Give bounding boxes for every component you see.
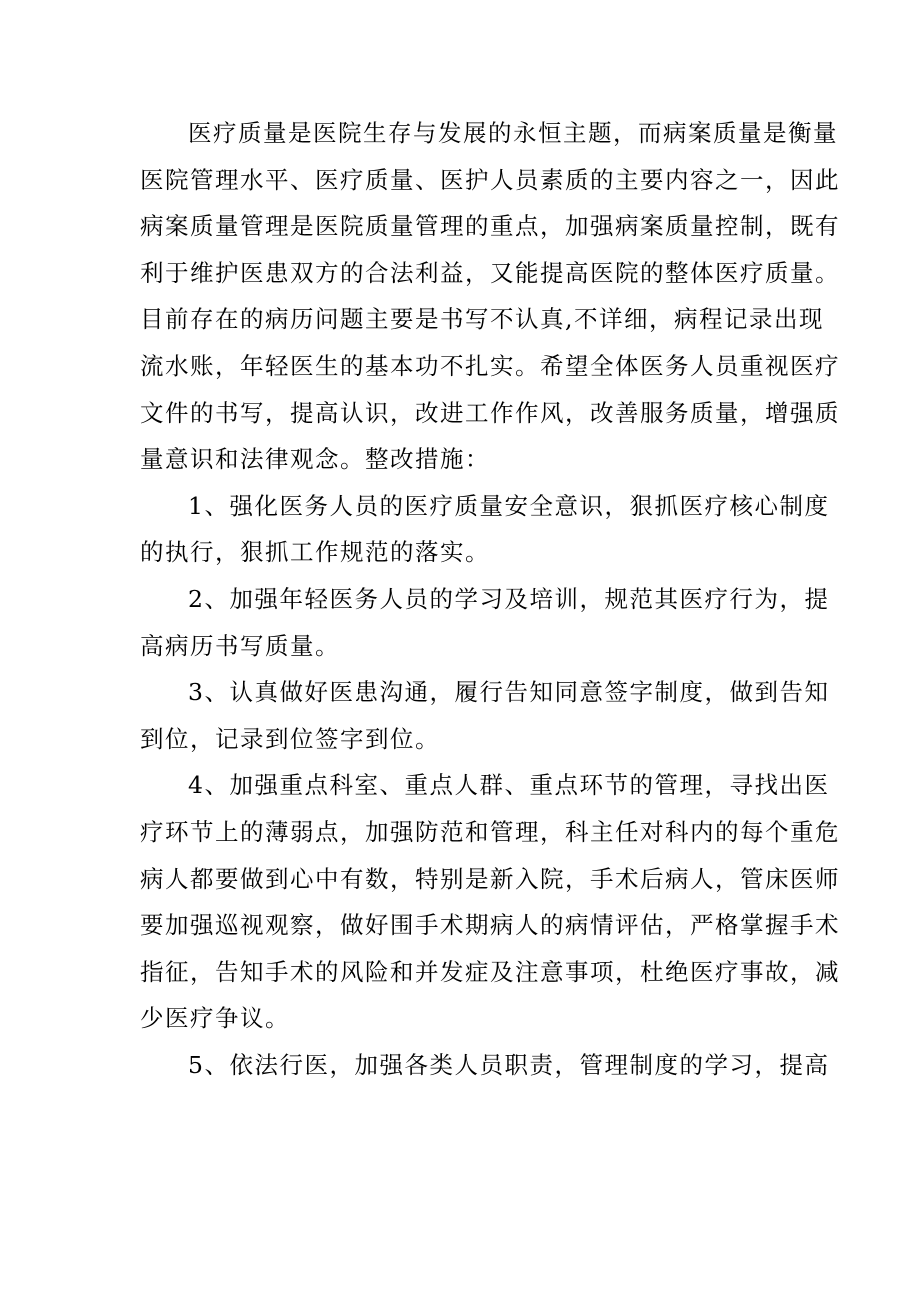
list-item-3-line: 3、认真做好医患沟通，履行告知同意签字制度，做到告知: [188, 678, 830, 707]
list-item-4-line: 要加强巡视观察，做好围手术期病人的病情评估，严格掌握手术: [140, 911, 840, 940]
list-item-4-line: 少医疗争议。: [140, 1004, 290, 1033]
text-line: 目前存在的病历问题主要是书写不认真,不详细，病程记录出现: [140, 305, 824, 334]
list-item-4-line: 指征，告知手术的风险和并发症及注意事项，杜绝医疗事故，减: [140, 957, 840, 986]
text-line: 利于维护医患双方的合法利益，又能提高医院的整体医疗质量。: [140, 258, 840, 287]
text-line: 量意识和法律观念。整改措施：: [140, 445, 490, 474]
list-item-4-line: 4、加强重点科室、重点人群、重点环节的管理，寻找出医: [188, 771, 830, 800]
document-body: [140, 110, 840, 1088]
text-line: 文件的书写，提高认识，改进工作作风，改善服务质量，增强质: [140, 398, 840, 427]
list-item-2-line: 高病历书写质量。: [140, 631, 340, 660]
text-line: 病案质量管理是医院质量管理的重点，加强病案质量控制，既有: [140, 212, 840, 241]
list-item-5-line: 5、依法行医，加强各类人员职责，管理制度的学习，提高: [188, 1050, 830, 1079]
list-item-4-line: 疗环节上的薄弱点，加强防范和管理，科主任对科内的每个重危: [140, 817, 840, 846]
text-line: 医疗质量是医院生存与发展的永恒主题，而病案质量是衡量: [188, 119, 838, 147]
list-item-4-line: 病人都要做到心中有数，特别是新入院，手术后病人，管床医师: [140, 864, 840, 893]
list-item-2-line: 2、加强年轻医务人员的学习及培训，规范其医疗行为，提: [188, 584, 830, 613]
list-item-3-line: 到位，记录到位签字到位。: [140, 724, 440, 753]
text-line: 流水账，年轻医生的基本功不扎实。希望全体医务人员重视医疗: [140, 351, 840, 380]
list-item-1-line: 的执行，狠抓工作规范的落实。: [140, 538, 490, 567]
list-item-1-line: 1、强化医务人员的医疗质量安全意识，狠抓医疗核心制度: [188, 491, 830, 520]
text-line: 医院管理水平、医疗质量、医护人员素质的主要内容之一，因此: [140, 165, 840, 194]
